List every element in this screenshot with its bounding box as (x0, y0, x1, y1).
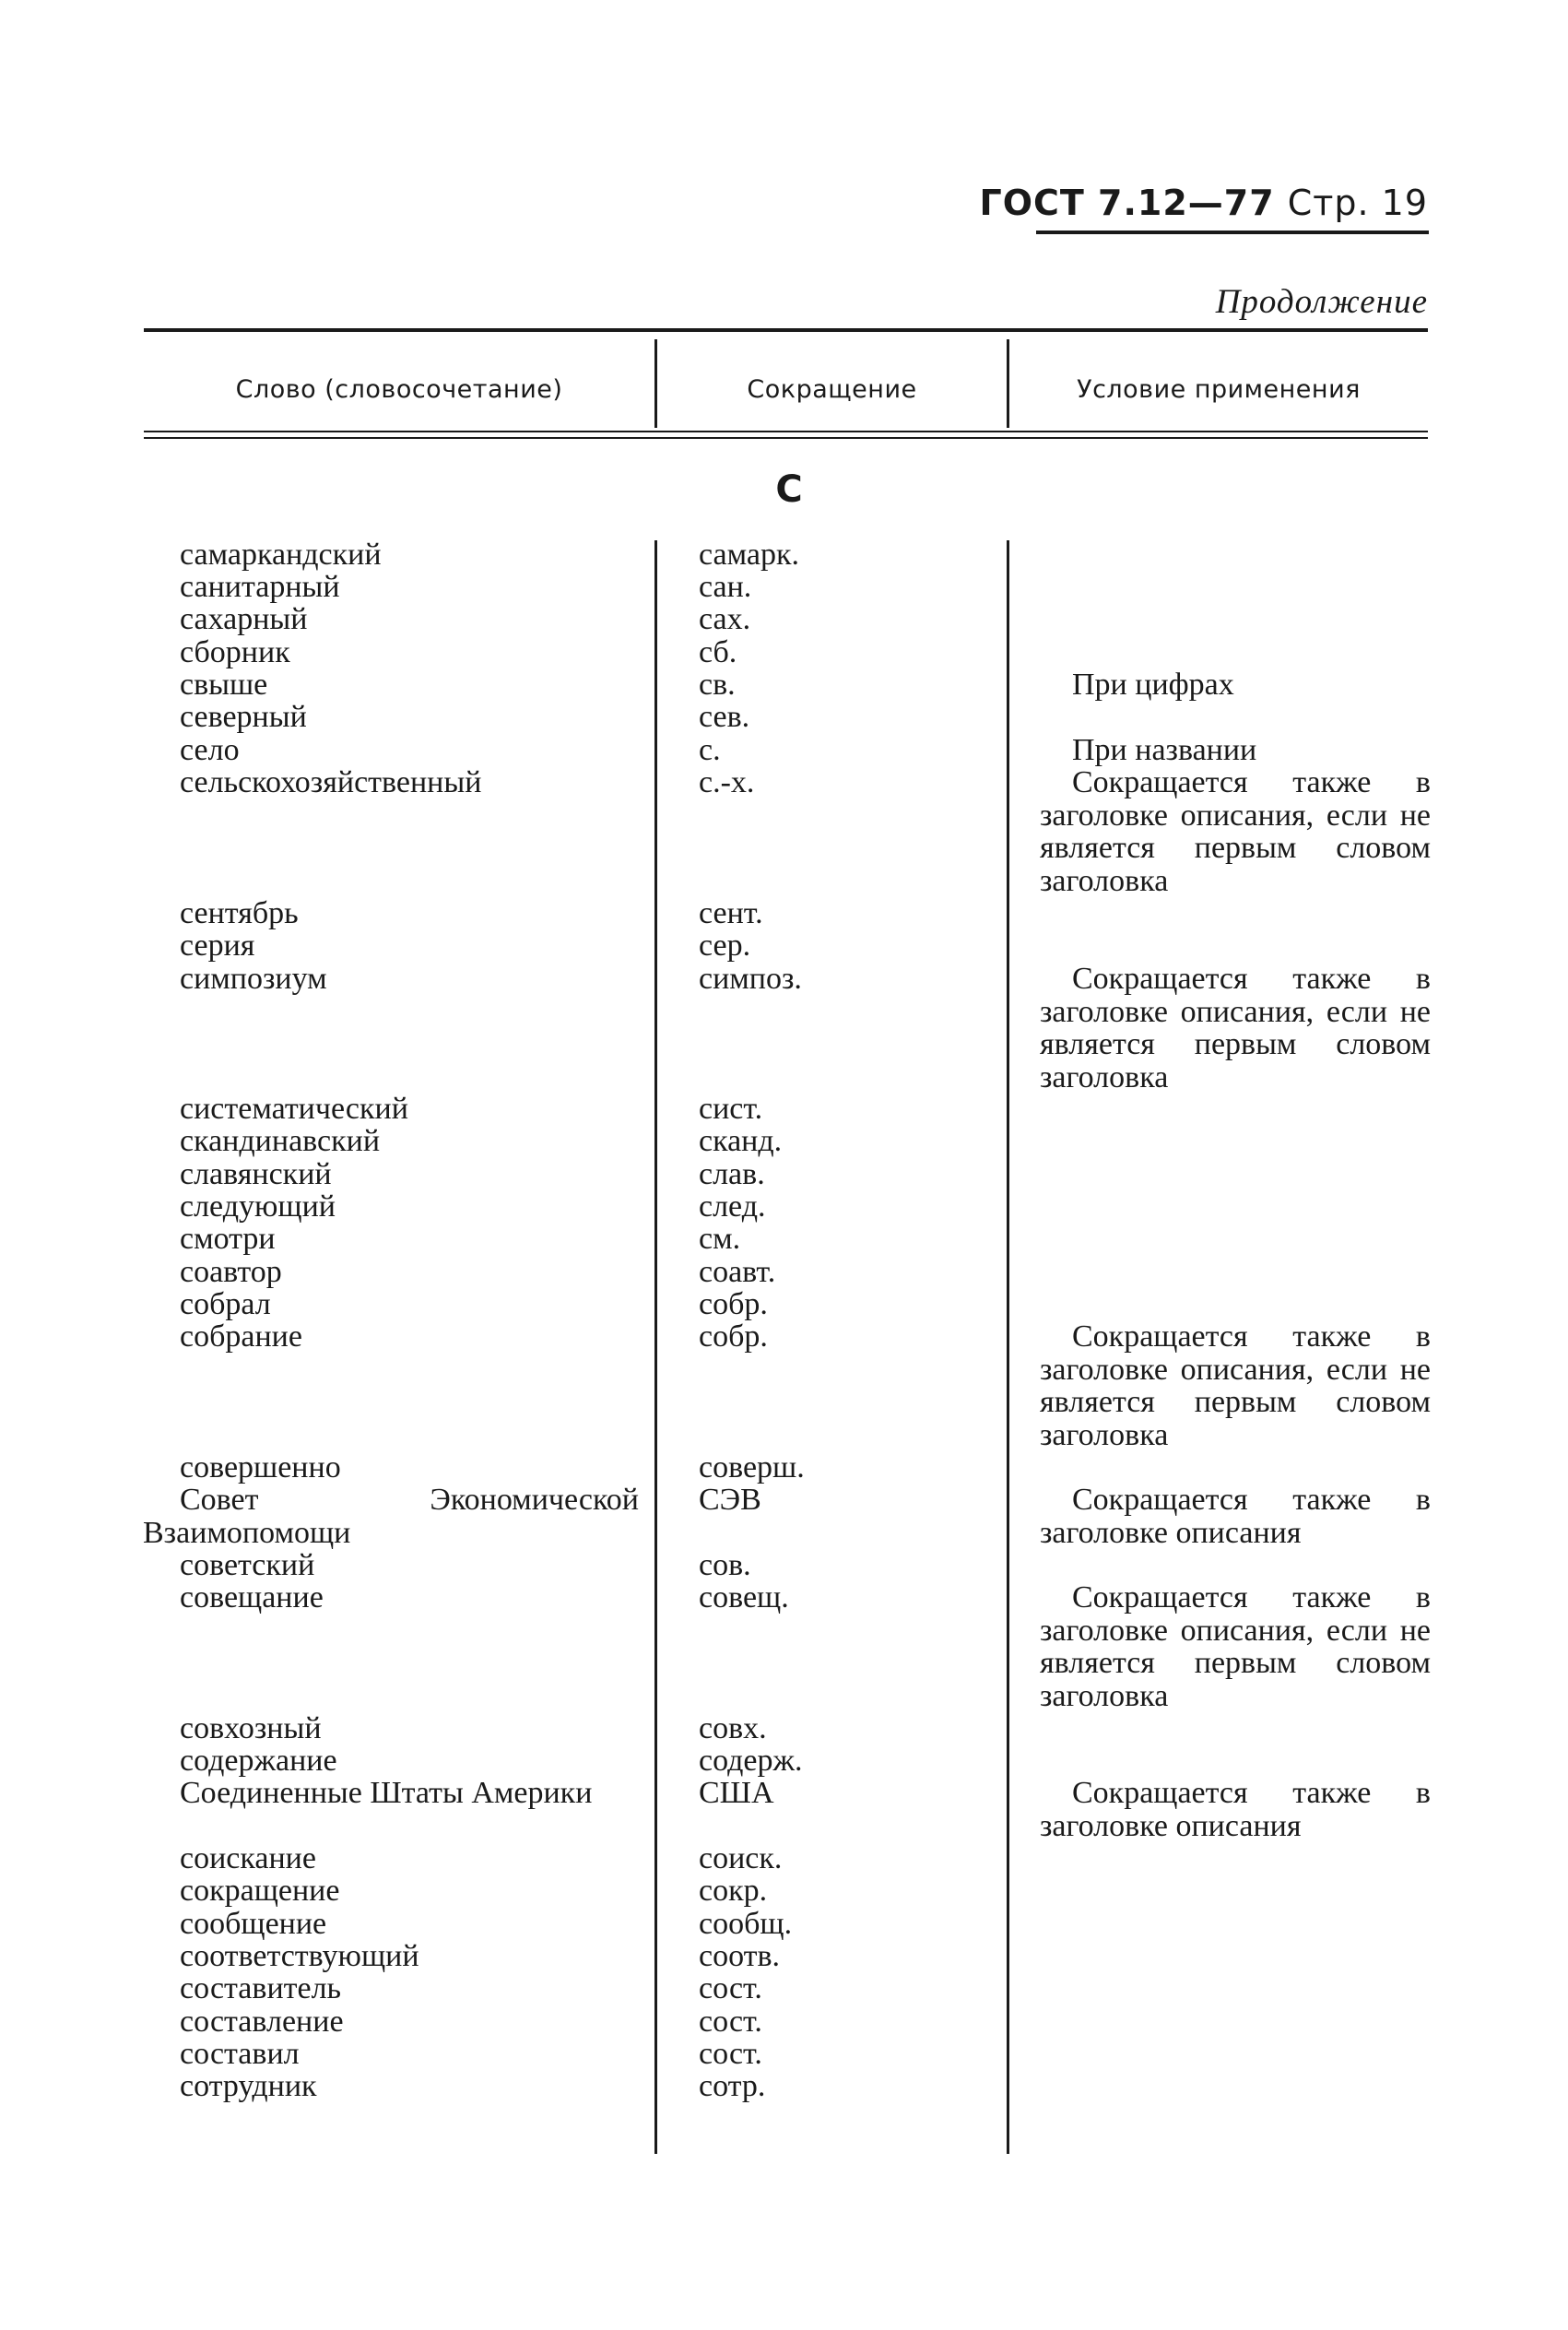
abbreviation-cell: сов. (699, 1548, 751, 1582)
abbreviation-cell: совх. (699, 1711, 767, 1745)
continuation-label: Продолжение (1215, 283, 1428, 321)
abbreviation-cell: собр. (699, 1287, 768, 1321)
section-letter: С (775, 468, 803, 511)
condition-cell: При цифрах (1072, 668, 1234, 702)
column-divider-body-2 (1007, 540, 1009, 2154)
word-cell: советский (180, 1548, 315, 1582)
abbreviation-cell: сост. (699, 2005, 762, 2039)
condition-cell: При названии (1072, 733, 1257, 767)
word-cell: северный (180, 700, 307, 734)
abbreviation-cell: сокр. (699, 1874, 768, 1908)
condition-cell: Сокращается также в заголовке описания, если не является первым словом заголовка (1040, 962, 1431, 1094)
abbreviation-cell: соотв. (699, 1939, 781, 1973)
word-cell: систематический (180, 1092, 408, 1126)
abbreviation-cell: с.-х. (699, 765, 755, 799)
abbreviation-cell: СЭВ (699, 1483, 761, 1517)
word-cell: смотри (180, 1222, 276, 1256)
abbreviation-cell: соавт. (699, 1255, 776, 1289)
abbreviation-cell: сах. (699, 602, 751, 636)
word-cell: славянский (180, 1157, 332, 1191)
word-cell: составитель (180, 1971, 342, 2005)
word-cell: следующий (180, 1189, 336, 1224)
word-cell: сокращение (180, 1874, 340, 1908)
table-top-rule (144, 328, 1428, 332)
column-divider-body-1 (654, 540, 657, 2154)
abbreviation-cell: сообщ. (699, 1907, 793, 1941)
abbreviation-cell: с. (699, 733, 721, 767)
abbreviation-cell: сканд. (699, 1124, 783, 1158)
abbreviation-cell: содерж. (699, 1744, 803, 1778)
abbreviation-cell: сотр. (699, 2069, 766, 2103)
abbreviation-cell: сев. (699, 700, 750, 734)
abbreviation-cell: США (699, 1776, 774, 1810)
word-cell: составил (180, 2037, 300, 2071)
abbreviation-cell: сост. (699, 1971, 762, 2005)
abbreviation-cell: самарк. (699, 538, 799, 572)
header-underline (1036, 231, 1429, 234)
condition-cell: Сокращается также в заголовке описания (1040, 1776, 1431, 1843)
word-cell: составление (180, 2005, 344, 2039)
abbreviation-cell: сост. (699, 2037, 762, 2071)
document-code: ГОСТ 7.12—77 (979, 183, 1275, 223)
abbreviation-cell: сист. (699, 1092, 763, 1126)
word-cell: Совет Экономической Взаимопомощи (143, 1483, 639, 1550)
word-cell: сборник (180, 635, 290, 669)
word-cell: сотрудник (180, 2069, 317, 2103)
word-cell: самаркандский (180, 538, 382, 572)
abbreviation-cell: след. (699, 1189, 766, 1224)
word-cell: сообщение (180, 1907, 327, 1941)
abbreviation-cell: сер. (699, 928, 751, 963)
abbreviation-cell: сб. (699, 635, 737, 669)
word-cell: симпозиум (180, 962, 327, 996)
abbreviation-cell: совещ. (699, 1580, 789, 1614)
word-cell: свыше (180, 668, 268, 702)
word-cell: сентябрь (180, 896, 299, 930)
abbreviation-cell: слав. (699, 1157, 765, 1191)
page-header (979, 183, 1428, 223)
condition-cell: Сокращается также в заголовке описания, если не является первым словом заголовка (1040, 765, 1431, 898)
word-cell: соответствующий (180, 1939, 419, 1973)
word-cell: сахарный (180, 602, 308, 636)
abbreviation-cell: собр. (699, 1319, 768, 1354)
abbreviation-cell: соиск. (699, 1841, 783, 1875)
word-cell: совершенно (180, 1450, 341, 1484)
abbreviation-cell: св. (699, 668, 736, 702)
word-cell: совхозный (180, 1711, 322, 1745)
header-double-rule-top (144, 431, 1428, 432)
word-cell: соавтор (180, 1255, 282, 1289)
abbreviation-cell: сан. (699, 570, 752, 604)
header-double-rule-bottom (144, 437, 1428, 439)
condition-cell: Сокращается также в заголовке описания (1040, 1483, 1431, 1550)
column-header-condition: Условие применения (1077, 375, 1361, 404)
word-cell: серия (180, 928, 255, 963)
abbreviation-cell: см. (699, 1222, 741, 1256)
page-number: Стр. 19 (1287, 183, 1428, 223)
condition-cell: Сокращается также в заголовке описания, если не является первым словом заголовка (1040, 1580, 1431, 1713)
word-cell: совещание (180, 1580, 324, 1614)
abbreviation-cell: сент. (699, 896, 763, 930)
abbreviation-cell: симпоз. (699, 962, 802, 996)
word-cell: собрал (180, 1287, 271, 1321)
word-cell: санитарный (180, 570, 340, 604)
word-cell: село (180, 733, 240, 767)
column-header-word: Слово (словосочетание) (235, 375, 563, 404)
word-cell: содержание (180, 1744, 337, 1778)
abbreviation-cell: соверш. (699, 1450, 805, 1484)
word-cell: собрание (180, 1319, 302, 1354)
condition-cell: Сокращается также в заголовке описания, если не является первым словом заголовка (1040, 1319, 1431, 1452)
column-header-abbreviation: Сокращение (747, 375, 917, 404)
word-cell: сельскохозяйственный (180, 765, 482, 799)
word-cell: соискание (180, 1841, 316, 1875)
word-cell: Соединенные Штаты Америки (180, 1776, 593, 1810)
word-cell: скандинавский (180, 1124, 381, 1158)
